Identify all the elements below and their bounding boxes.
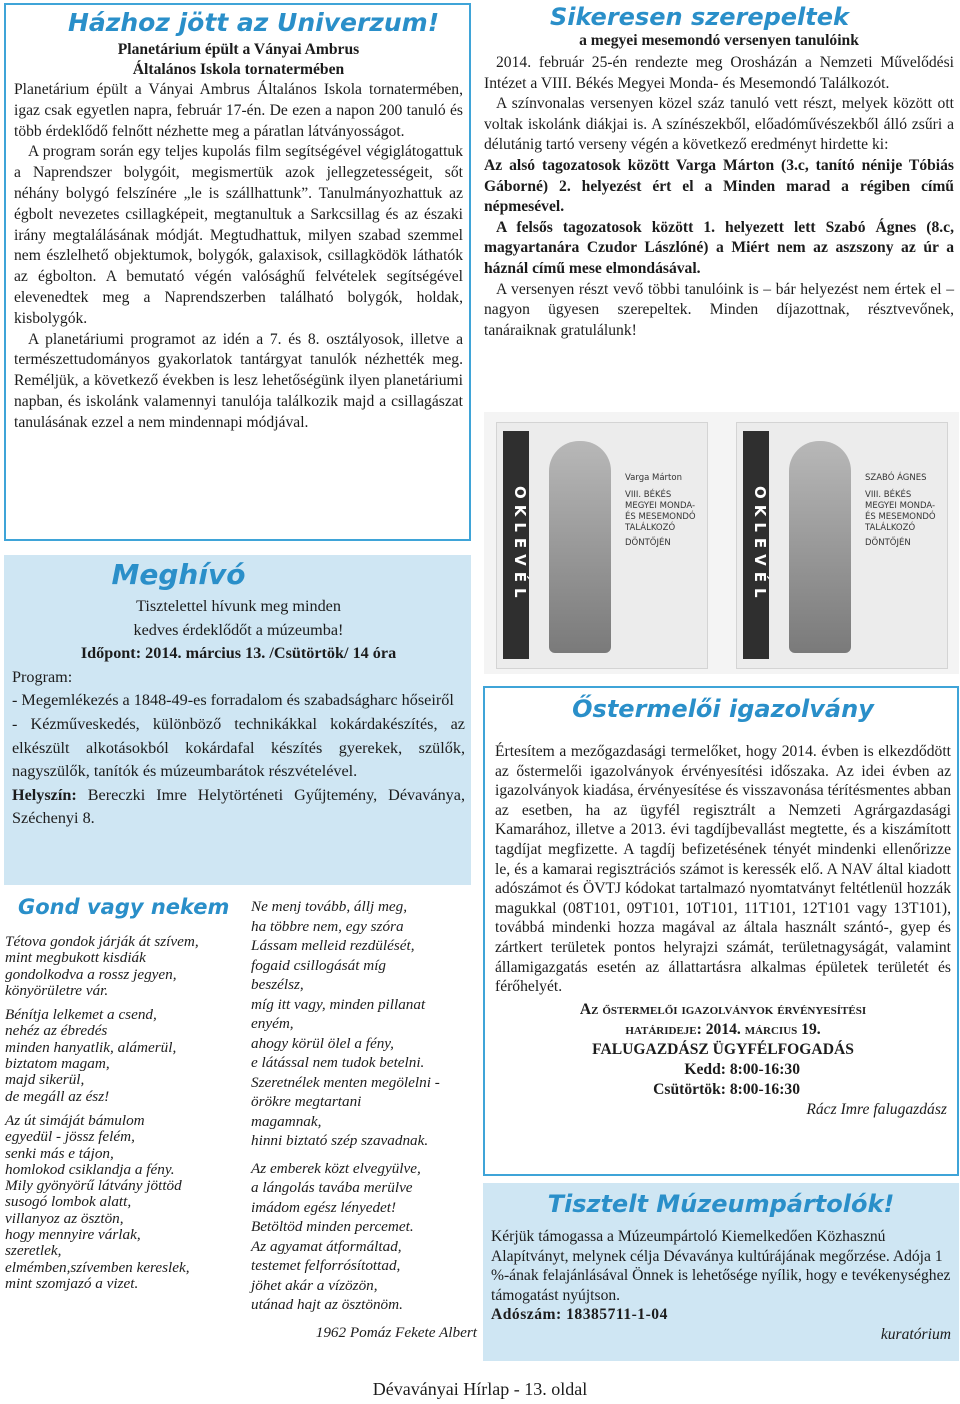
diploma-image-right: [736, 422, 948, 669]
deadline-line: határideje: 2014. március 19.: [625, 1020, 821, 1038]
program-item: - Kézműveskedés, különböző technikákkal kokárdakészítés, az elkészült alkotásokból kokárdafal készítés gyerekek, szülők, nagyszülők, tanítók és múzeumbarátok részvételével.: [12, 714, 465, 781]
poem-stanza: Bénítja lelkemet a csend, nehéz az ébredés minden hanyatlik, alámerül, biztatom magam, majd sikerül, de megáll az ész!: [5, 1006, 177, 1105]
poem-title: Gond vagy nekem: [18, 895, 230, 919]
diploma-round: DÖNTŐJÉN: [865, 538, 911, 548]
poem-signature: 1962 Pomáz Fekete Albert: [315, 1323, 477, 1341]
invitation-line: kedves érdeklődőt a múzeumba!: [133, 620, 344, 639]
diploma-strip: OKLEVÉL: [743, 431, 769, 659]
poem-stanza: Az emberek közt elvegyülve, a lángolás tavába merülve imádom egész lényedet! Betöltöd minden percemet. Az agyamat átformáltad, testemet felforrósítottad, jöhet akár a vízözön, utánad hajt az ösztönöm.: [251, 1159, 421, 1313]
diploma-name: SZABÓ ÁGNES: [865, 473, 927, 483]
program-item: - Megemlékezés a 1848-49-es forradalom és szabadságharc hőseiről: [12, 691, 454, 710]
tax-number: Adószám: 18385711-1-04: [491, 1306, 668, 1323]
poem-stanza: Tétova gondok járják át szívem, mint megbukott kisdiák gondolkodva a rossz jegyen, könyörületre vár.: [5, 933, 199, 999]
invitation-box: [4, 555, 471, 885]
article-producer-card: [483, 686, 959, 1176]
article-competition: [484, 3, 959, 406]
paragraph: A színvonalas versenyen közel száz tanuló vett részt, melyek között ott voltak iskolánk diákjai is. A színészekből, előadóművészekből álló zsűri a délutánig tartó verseny végén a következő eredményt hirdette ki:: [484, 95, 954, 154]
diploma-name: Varga Márton: [625, 473, 682, 483]
deadline-line: Az őstermelői igazolványok érvényesítési: [579, 1000, 867, 1018]
diploma-image-left: [496, 422, 708, 669]
diploma-event: VIII. BÉKÉS MEGYEI MONDA- ÉS MESEMONDÓ TALÁLKOZÓ: [865, 490, 936, 533]
diploma-figure: [549, 441, 611, 653]
article-univerzum: [4, 3, 471, 541]
time-value: 8:00-16:30: [729, 1080, 801, 1098]
office-hours-row: [495, 1080, 951, 1100]
article-subtitle: [14, 40, 463, 80]
poem-column-right: [251, 897, 477, 1342]
article-title: Őstermelői igazolvány: [572, 695, 874, 723]
paragraph: Kérjük támogassa a Múzeumpártoló Kiemelkedően Közhasznú Alapítványt, melynek célja Dévaványa kultúrájának megőrzése. Adója 1 %-ának felajánlásával Önnek is lehetősége nyílik, hogy e tevékenységhez támogatást nyújtson.: [491, 1228, 951, 1304]
poem-column-left: [5, 934, 241, 1300]
paragraph: Planetárium épült a Ványai Ambrus Általános Iskola tornatermében, igaz csak egyetlen napra, február 17-én. De ezen a napon 200 tanuló és több érdeklődő felnőtt nézhette meg a páratlan látványosságot.: [14, 81, 463, 140]
article-title: Sikeresen szerepeltek: [549, 3, 849, 31]
day-label: Csütörtök:: [653, 1080, 726, 1098]
diploma-round: DÖNTŐJÉN: [625, 538, 671, 548]
poem-stanza: Az út simáját bámulom egyedül - jössz felém, senki más e tájon, homlokod csiklandja a fény. Mily gyönyörű látvány jöttöd susogó lombok alatt, villanyoz az ösztön, hogy mennyire várlak, szeretlek, elmémben,szívemben kereslek, mint szomjazó a vizet.: [5, 1111, 190, 1292]
program-label: Program:: [12, 667, 73, 686]
diploma-text: [625, 473, 703, 549]
box-title: Tisztelt Múzeumpártolók!: [547, 1190, 895, 1218]
paragraph-result: A felsős tagozatosok között 1. helyezett lett Szabó Ágnes (8.c, magyartanára Czudor Lászlóné) a Miért nem az aszszony az úr a háznál című mese elmondásával.: [484, 218, 954, 277]
subtitle-line: Planetárium épült a Ványai Ambrus: [117, 41, 360, 58]
paragraph-result: Az alsó tagozatosok között Varga Márton (3.c, tanító nénije Tóbiás Gáborné) 2. helyezést ért el a Minden marad a régiben című népmesével.: [484, 156, 954, 216]
invitation-time: Időpont: 2014. március 13. /Csütörtök/ 14 óra: [80, 644, 397, 663]
office-hours-title: FALUGAZDÁSZ ÜGYFÉLFOGADÁS: [592, 1040, 854, 1058]
signature: Rácz Imre falugazdász: [806, 1100, 947, 1118]
paragraph: 2014. február 25-én rendezte meg Orosházán a Nemzeti Művelődési Intézet a VIII. Békés Megyei Monda- és Mesemondó Találkozót.: [484, 54, 954, 92]
paragraph: Értesítem a mezőgazdasági termelőket, hogy 2014. évben is elkezdődött az őstermelői igazolványok érvényesítési időszaka. Az idei évben az igazolványok kiadása, érvényesítése és visszavonása térítésmentes abban az esetben, ha az ügyfél regisztrált a Nemzeti Agrárgazdasági Kamarához, illetve a 2013. évi tagdíjbevallást megtette, és a kiszámított tagdíjat megfizette. A tagdíj befizetésének tényét mindenki ellenőrizze le, és a kamarai regisztrációs számot is keressék elő. A NAV által kiadott adószámot és ÖVTJ kódokat tartalmazó nyomtatványt feltétlenül hozzák magukkal (08T101, 09T101, 10T101, 11T101, 12T101 vagy 13T101), továbbá mindenki hozza magával az általa használt szántó-, gyep és zártkert területek pontos helyrajzi számát, területnagyságát, valamint államigazgatás esetén az állattartásra alkalmas épületek területét és férőhelyét.: [495, 743, 951, 996]
diploma-images: [484, 412, 959, 674]
page-footer: Dévaványai Hírlap - 13. oldal: [372, 1379, 588, 1399]
day-label: Kedd:: [684, 1060, 726, 1078]
time-value: 8:00-16:30: [729, 1060, 801, 1078]
place-value: Bereczki Imre Helytörténeti Gyűjtemény, Dévaványa, Széchenyi 8.: [12, 785, 465, 828]
invitation-place: [12, 784, 465, 831]
diploma-text: [865, 473, 943, 549]
diploma-strip: OKLEVÉL: [503, 431, 529, 659]
diploma-event: VIII. BÉKÉS MEGYEI MONDA- ÉS MESEMONDÓ TALÁLKOZÓ: [625, 490, 696, 533]
article-body: [14, 80, 463, 434]
subtitle-line: Általános Iskola tornatermében: [132, 61, 345, 78]
article-subtitle: a megyei mesemondó versenyen tanulóink: [579, 32, 859, 49]
article-title: Házhoz jött az Univerzum!: [68, 8, 440, 37]
poem-stanza: Ne menj tovább, állj meg, ha többre nem, egy szóra Lássam melleid rezdülését, fogaid csillogását míg beszélsz, míg itt vagy, minden pillanat enyém, ahogy körül ölel a fény, e látással nem tudok betelni. Szeretnélek menten megölelni - örökre megtartani magamnak, hinni biztató szép szavadnak.: [251, 898, 440, 1149]
signature: kuratórium: [880, 1325, 951, 1343]
invitation-title: Meghívó: [111, 558, 246, 591]
paragraph: A planetáriumi programot az idén a 7. és 8. osztályosok, illetve a természettudományos gyakorlatok tantárgyat tanulók nézhették meg. Reméljük, a következő években is lesz lehetőségünk ilyen planetáriumi napban, és iskolánk valamennyi tanulója találkozik majd a csillagászat tanulásának ezzel a nem mindennapi módjával.: [14, 330, 463, 431]
diploma-figure: [789, 441, 851, 653]
paragraph: A program során egy teljes kupolás film segítségével végiglátogattuk a Naprendszer bolygóit, megismertük azok jellegzetességeit, sőt néhány bolygó felszínére „le is szállhattunk”. Tanulmányozhattuk az égbolt nevezetes csillagképeit, megtanultuk a Sarkcsillag és az északi irány megtalálásának módját. Megtudhattuk, milyen szabad szemmel nem észlelhető objektumok, bolygók, galaxisok, csillagködök láthatók az égbolton. A bemutató végén valósághű felvételek segítségével elevenedtek meg a Naprendszerben található bolygók, holdak, kisbolygók.: [14, 143, 463, 327]
place-label: Helyszín:: [12, 785, 77, 804]
museum-support-box: [483, 1183, 959, 1361]
office-hours-row: [495, 1060, 951, 1080]
paragraph: A versenyen részt vevő többi tanulóink is – bár helyezést nem értek el – nagyon ügyesen szerepeltek. Minden díjazottnak, résztvevőnek, tanáraiknak gratulálunk!: [484, 280, 954, 339]
invitation-line: Tisztelettel hívunk meg minden: [136, 597, 341, 615]
deadline-notice: [495, 1000, 951, 1100]
